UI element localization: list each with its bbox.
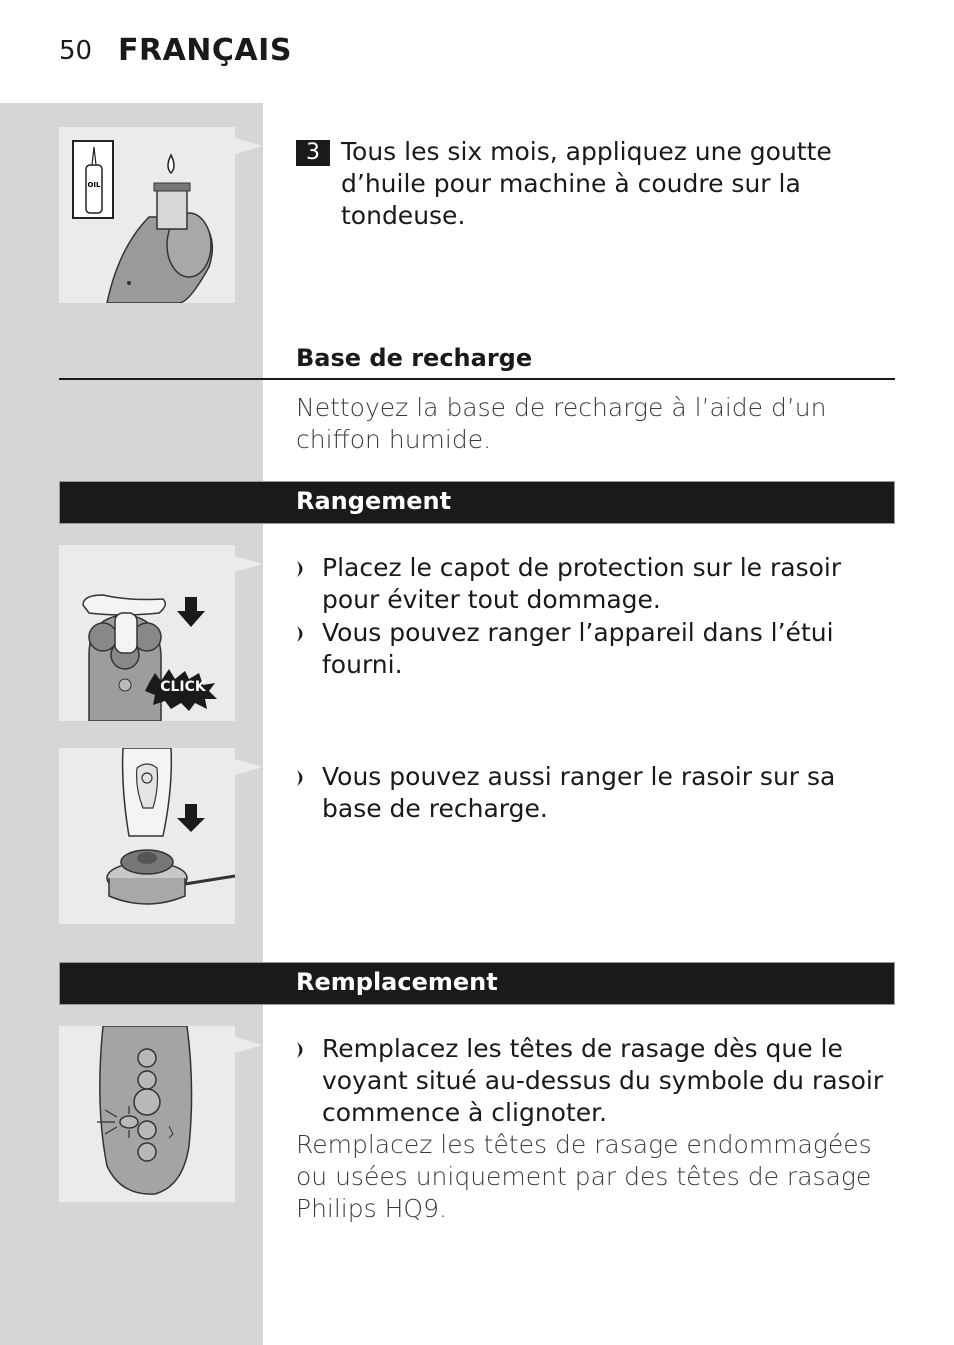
figure-pointer bbox=[235, 759, 263, 775]
base-body-text: Nettoyez la base de recharge à l’aide d’un chiffon humide. bbox=[296, 393, 827, 454]
base-heading: Base de recharge bbox=[296, 344, 533, 372]
replacement-indicator-illustration bbox=[59, 1026, 235, 1202]
storage-heading-bar bbox=[59, 481, 895, 524]
bullet-icon bbox=[296, 625, 308, 643]
list-item: Remplacez les têtes de rasage dès que le voyant situé au-dessus du symbole du rasoir commence à clignoter. bbox=[296, 1033, 896, 1129]
section-language-title: FRANÇAIS bbox=[118, 33, 292, 68]
list-item: Vous pouvez aussi ranger le rasoir sur sa base de recharge. bbox=[296, 761, 896, 825]
click-label: CLICK bbox=[160, 679, 206, 695]
charging-stand-illustration bbox=[59, 748, 235, 924]
oil-label: OIL bbox=[87, 181, 101, 189]
page-number: 50 bbox=[59, 36, 93, 66]
replacement-body-text: Remplacez les têtes de rasage endommagées ou usées uniquement par des têtes de rasage Philips HQ9. bbox=[296, 1130, 872, 1223]
bullet-icon bbox=[296, 560, 308, 578]
figure-pointer bbox=[235, 556, 263, 572]
replacement-heading-bar bbox=[59, 962, 895, 1005]
storage-heading: Rangement bbox=[296, 487, 452, 515]
list-item: Placez le capot de protection sur le rasoir pour éviter tout dommage. bbox=[296, 552, 896, 616]
list-item: Vous pouvez ranger l’appareil dans l’étui fourni. bbox=[296, 617, 896, 681]
oil-trimmer-illustration bbox=[59, 127, 235, 303]
bullet-icon bbox=[296, 769, 308, 787]
protection-cap-illustration bbox=[59, 545, 235, 721]
step-3-text: Tous les six mois, appliquez une goutte d’huile pour machine à coudre sur la tondeuse. bbox=[341, 137, 832, 230]
step-badge: 3 bbox=[296, 137, 336, 169]
section-rule bbox=[59, 378, 895, 380]
figure-pointer bbox=[235, 138, 263, 154]
replacement-heading: Remplacement bbox=[296, 968, 498, 996]
figure-pointer bbox=[235, 1037, 263, 1053]
bullet-icon bbox=[296, 1041, 308, 1059]
